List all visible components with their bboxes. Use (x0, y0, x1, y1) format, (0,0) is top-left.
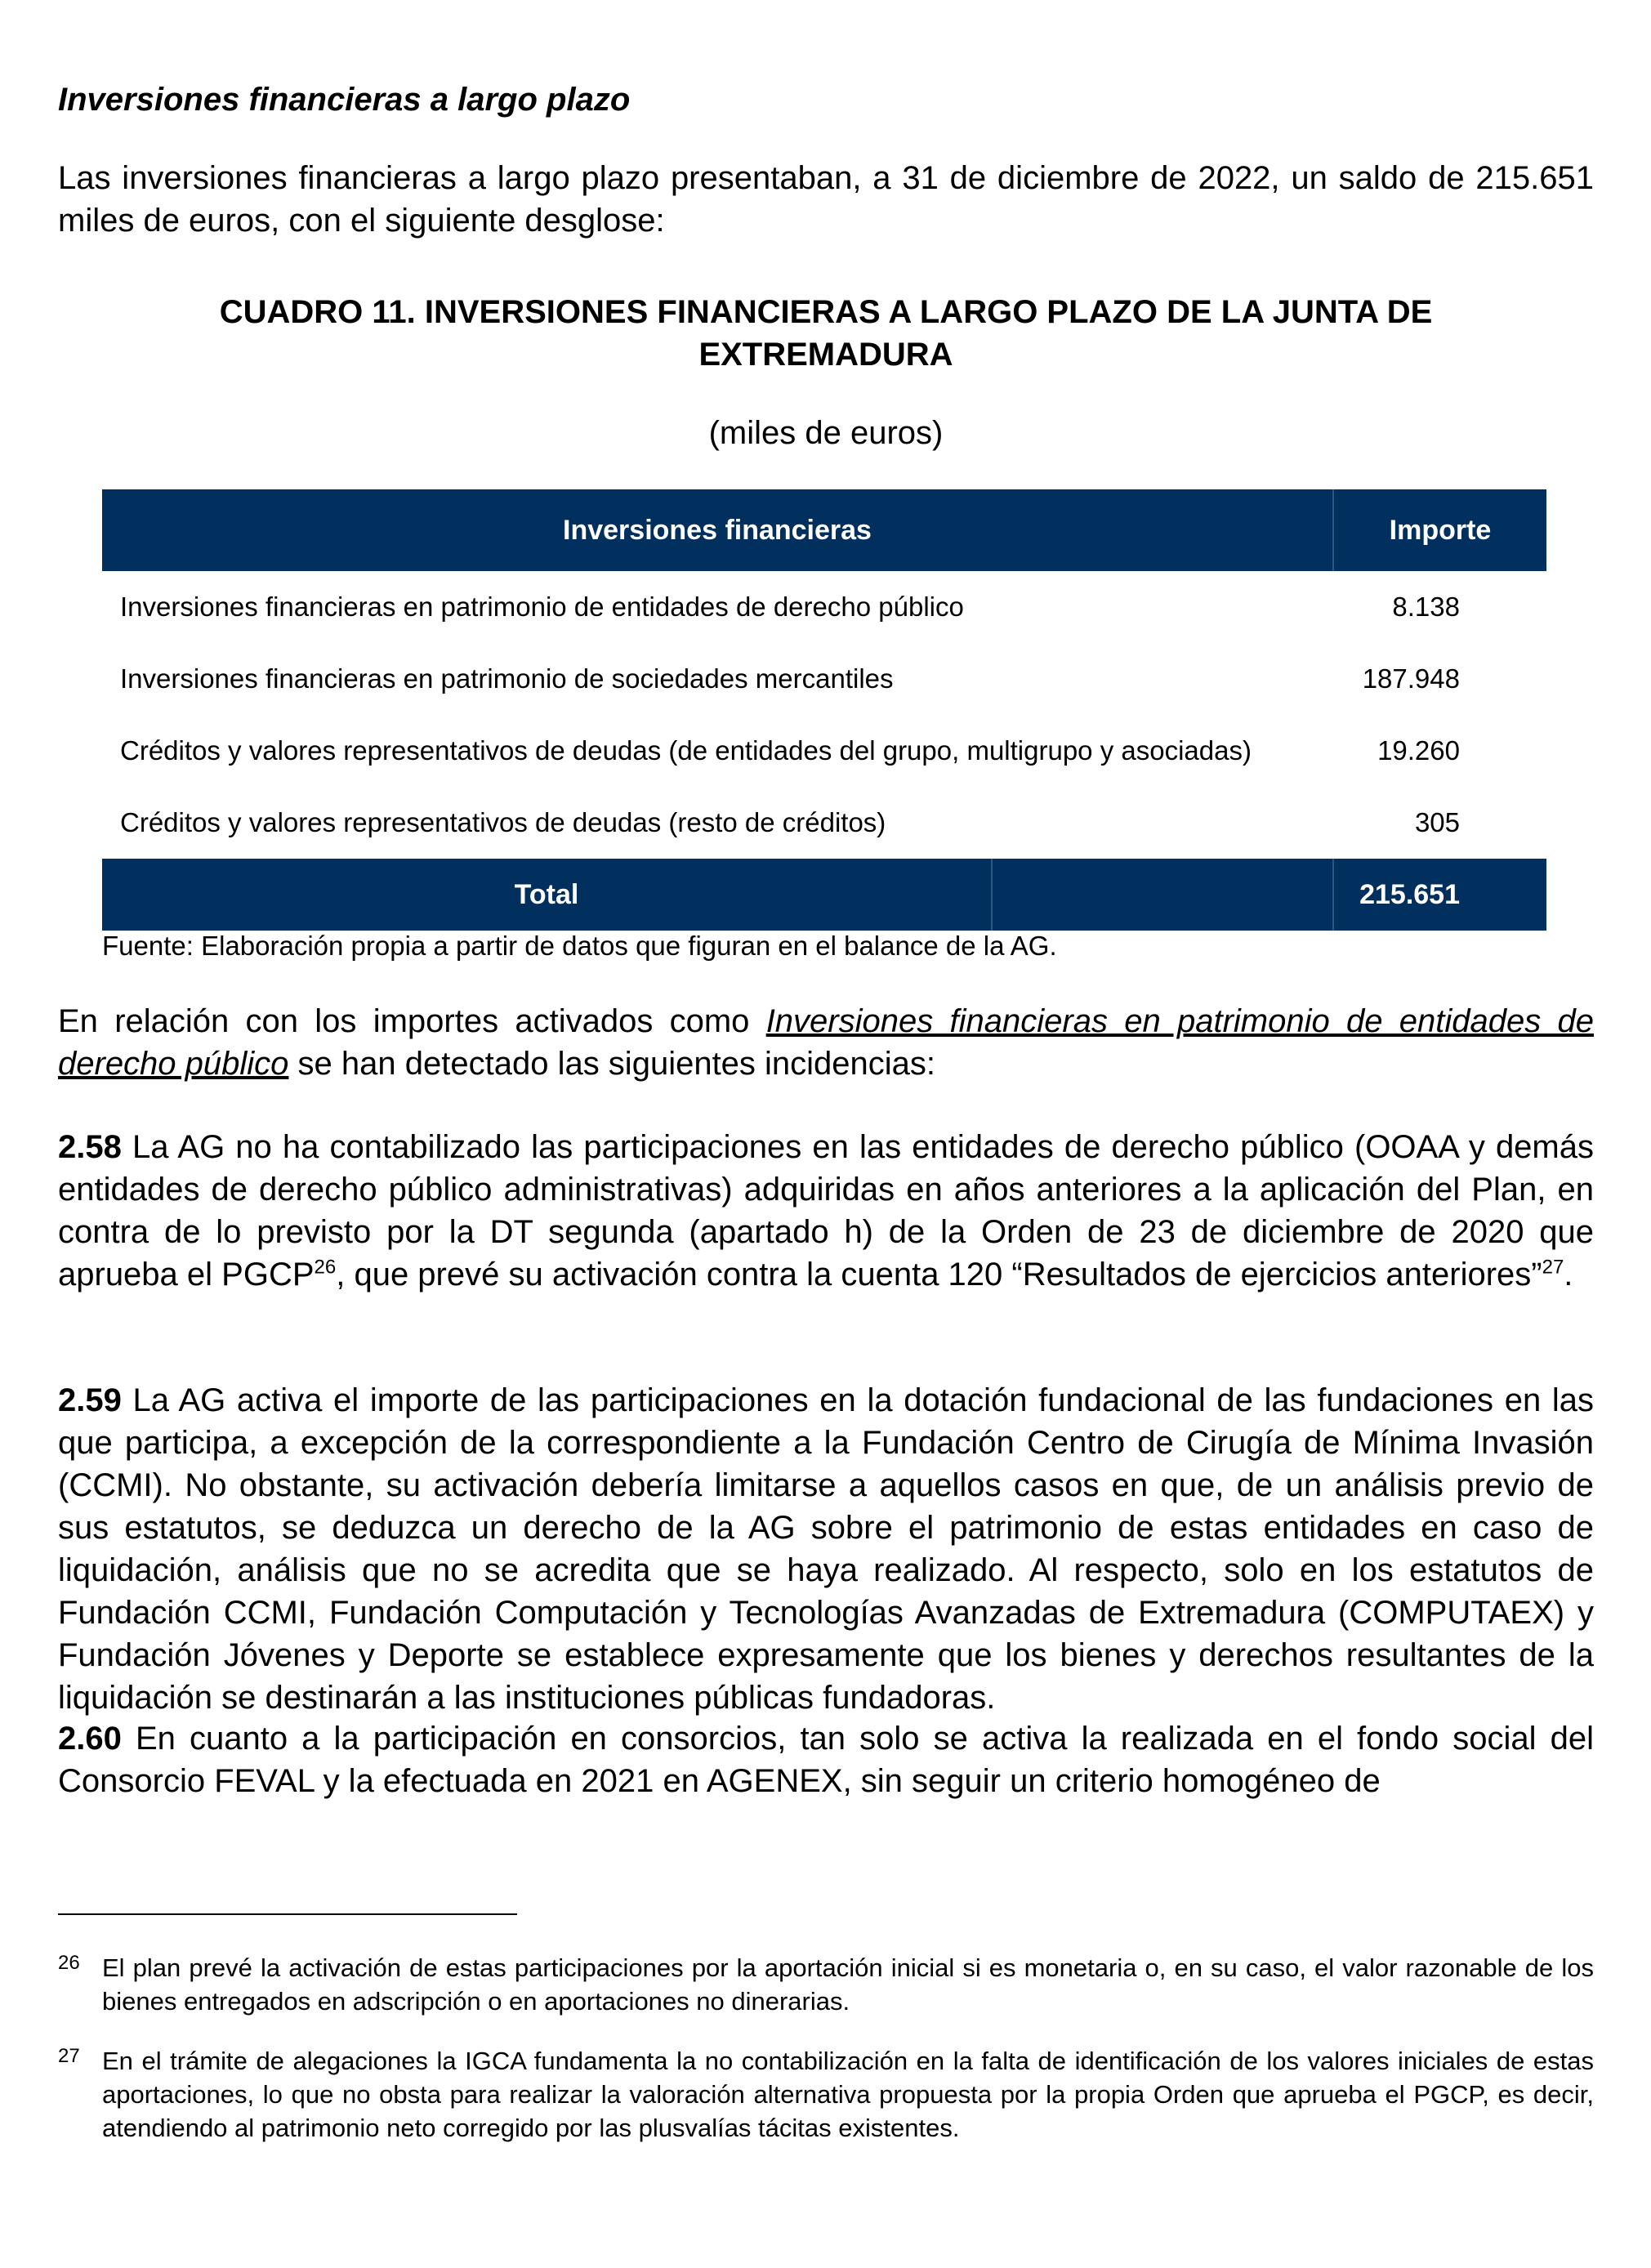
total-label: Total (102, 859, 993, 931)
footnote-mark: 26 (58, 1952, 80, 1974)
paragraph-text: La AG activa el importe de las participaciones en la dotación fundacional de las fundaciones en las que participa, a excepción de la correspondiente a la Fundación Centro de Cirugía de Mínima Invasión (CCMI). No obstante, su activación debería limitarse a aquellos casos en que, de un análisis previo de sus estatutos, se deduzca un derecho de la AG sobre el patrimonio de estas entidades en caso de liquidación, análisis que no se acredita que se haya realizado. Al respecto, solo en los estatutos de Fundación CCMI, Fundación Computación y Tecnologías Avanzadas de Extremadura (COMPUTAEX) y Fundación Jóvenes y Deporte se establece expresamente que los bienes y derechos resultantes de la liquidación se destinarán a las instituciones públicas fundadoras. (58, 1382, 1594, 1716)
table-title-line2: EXTREMADURA (698, 337, 953, 373)
footnote-27 (58, 2044, 1594, 2145)
paragraph-text: , que prevé su activación contra la cuenta 120 “Resultados de ejercicios anteriores” (336, 1257, 1542, 1292)
table-total-row (102, 859, 1546, 931)
paragraph-2-60 (58, 1717, 1594, 1802)
paragraph-number: 2.59 (58, 1382, 122, 1418)
footnote-ref-26[interactable]: 26 (314, 1256, 337, 1279)
paragraph-number: 2.60 (58, 1721, 122, 1757)
total-value: 215.651 (1359, 878, 1460, 910)
footnote-ref-27[interactable]: 27 (1542, 1256, 1564, 1279)
section-heading: Inversiones financieras a largo plazo (58, 82, 631, 118)
table-row (102, 715, 1546, 787)
relacion-emphasis: Inversiones financieras en patrimonio de entidades de derecho público (58, 1003, 1594, 1082)
table-row (102, 643, 1546, 715)
investments-table (102, 489, 1546, 931)
total-spacer (993, 859, 1334, 931)
paragraph-text: . (1564, 1257, 1573, 1292)
row-value: 19.260 (1377, 735, 1460, 766)
row-label: Créditos y valores representativos de deudas (de entidades del grupo, multigrupo y asociadas) (120, 735, 1252, 766)
table-unit: (miles de euros) (708, 415, 944, 451)
table-row (102, 787, 1546, 859)
paragraph-text: En cuanto a la participación en consorcios, tan solo se activa la realizada en el fondo social del Consorcio FEVAL y la efectuada en 2021 en AGENEX, sin seguir un criterio homogéneo de (58, 1721, 1594, 1799)
row-value: 187.948 (1362, 663, 1460, 694)
table-title-line1: CUADRO 11. INVERSIONES FINANCIERAS A LARGO PLAZO DE LA JUNTA DE (219, 294, 1433, 330)
paragraph-2-59 (58, 1379, 1594, 1719)
footnote-text: El plan prevé la activación de estas participaciones por la aportación inicial si es monetaria o, en su caso, el valor razonable de los bienes entregados en adscripción o en aportaciones no dinerarias. (102, 1953, 1594, 2016)
paragraph-number: 2.58 (58, 1129, 122, 1165)
row-value: 305 (1414, 807, 1460, 837)
paragraph-text: La AG no ha contabilizado las participaciones en las entidades de derecho público (OOAA y demás entidades de derecho público administrativas) adquiridas en años anteriores a la aplicación del Plan, en contra de lo previsto por la DT segunda (apartado h) de la Orden de 23 de diciembre de 2020 que aprueba el PGCP (58, 1129, 1594, 1292)
paragraph-2-58 (58, 1126, 1594, 1296)
footnote-mark: 27 (58, 2045, 80, 2067)
table-row (102, 571, 1546, 643)
table-source: Fuente: Elaboración propia a partir de datos que figuran en el balance de la AG. (102, 931, 1057, 961)
footnote-separator (58, 1913, 517, 1915)
footnote-26 (58, 1951, 1594, 2018)
footnote-text: En el trámite de alegaciones la IGCA fundamenta la no contabilización en la falta de identificación de los valores iniciales de estas aportaciones, lo que no obsta para realizar la valoración alternativa propuesta por la propia Orden que aprueba el PGCP, es decir, atendiendo al patrimonio neto corregido por las plusvalías tácitas existentes. (102, 2047, 1594, 2142)
row-label: Inversiones financieras en patrimonio de sociedades mercantiles (120, 663, 894, 694)
header-investments: Inversiones financieras (102, 489, 1334, 571)
relacion-post: se han detectado las siguientes incidencias: (288, 1046, 936, 1082)
relacion-pre: En relación con los importes activados como (58, 1003, 766, 1039)
intro-paragraph: Las inversiones financieras a largo plazo presentaban, a 31 de diciembre de 2022, un saldo de 215.651 miles de euros, con el siguiente desglose: (58, 160, 1594, 239)
table-header (102, 489, 1546, 571)
row-value: 8.138 (1392, 592, 1460, 622)
table-title (58, 291, 1594, 376)
row-label: Inversiones financieras en patrimonio de entidades de derecho público (120, 592, 964, 622)
header-amount: Importe (1389, 514, 1492, 546)
relacion-paragraph (58, 1000, 1594, 1085)
row-label: Créditos y valores representativos de deudas (resto de créditos) (120, 807, 886, 837)
